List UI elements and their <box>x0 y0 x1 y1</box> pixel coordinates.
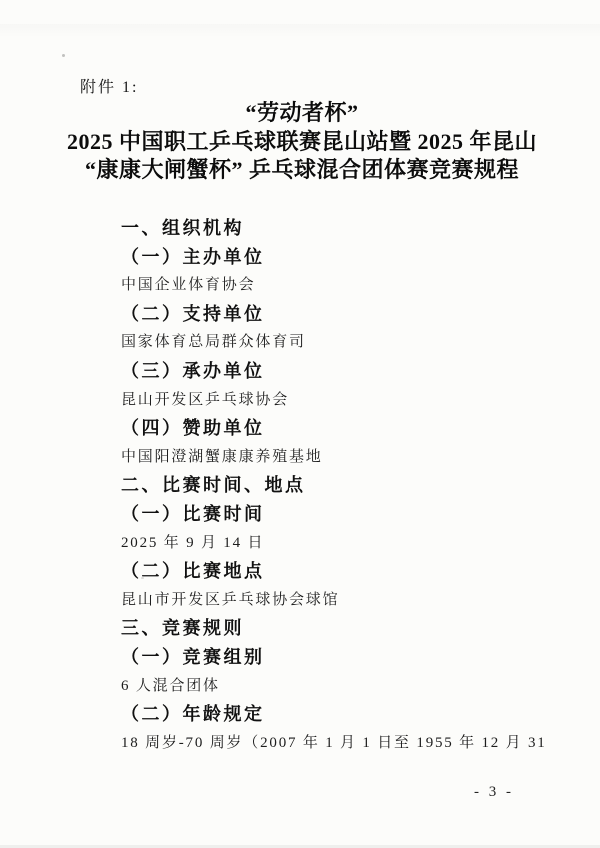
section-heading: 三、竞赛规则 <box>121 618 244 639</box>
title-line-3: “康康大闸蟹杯” 乒乓球混合团体赛竞赛规程 <box>84 157 519 182</box>
scan-streak <box>0 24 600 38</box>
document-title <box>52 99 552 185</box>
section-heading: （二）比赛地点 <box>121 561 265 582</box>
document-body <box>121 214 551 757</box>
body-line: 中国企业体育协会 <box>121 277 256 294</box>
title-line-2: 2025 中国职工乒乓球联赛昆山站暨 2025 年昆山 <box>66 128 537 154</box>
section-heading: 一、组织机构 <box>121 218 244 238</box>
attachment-label: 附件 1: <box>80 79 139 96</box>
page-number: - 3 - <box>474 784 514 800</box>
section-heading: （四）赞助单位 <box>121 418 265 439</box>
body-line: 2025 年 9 月 14 日 <box>121 534 265 551</box>
section-heading: （二）年龄规定 <box>121 704 265 725</box>
section-heading: （一）比赛时间 <box>121 503 265 524</box>
section-heading: 二、比赛时间、地点 <box>121 475 306 496</box>
title-line-1: “劳动者杯” <box>245 100 359 125</box>
scan-speck <box>62 54 65 57</box>
body-line: 6 人混合团体 <box>121 677 220 694</box>
section-heading: （一）主办单位 <box>121 246 265 267</box>
body-line: 国家体育总局群众体育司 <box>121 334 306 351</box>
section-heading: （一）竞赛组别 <box>121 646 265 667</box>
body-line: 18 周岁-70 周岁（2007 年 1 月 1 日至 1955 年 12 月 31 <box>121 734 547 751</box>
section-heading: （三）承办单位 <box>121 360 265 381</box>
body-line: 昆山开发区乒乓球协会 <box>121 391 290 408</box>
body-line: 昆山市开发区乒乓球协会球馆 <box>121 591 340 608</box>
section-heading: （二）支持单位 <box>121 303 265 324</box>
body-line: 中国阳澄湖蟹康康养殖基地 <box>121 448 323 465</box>
